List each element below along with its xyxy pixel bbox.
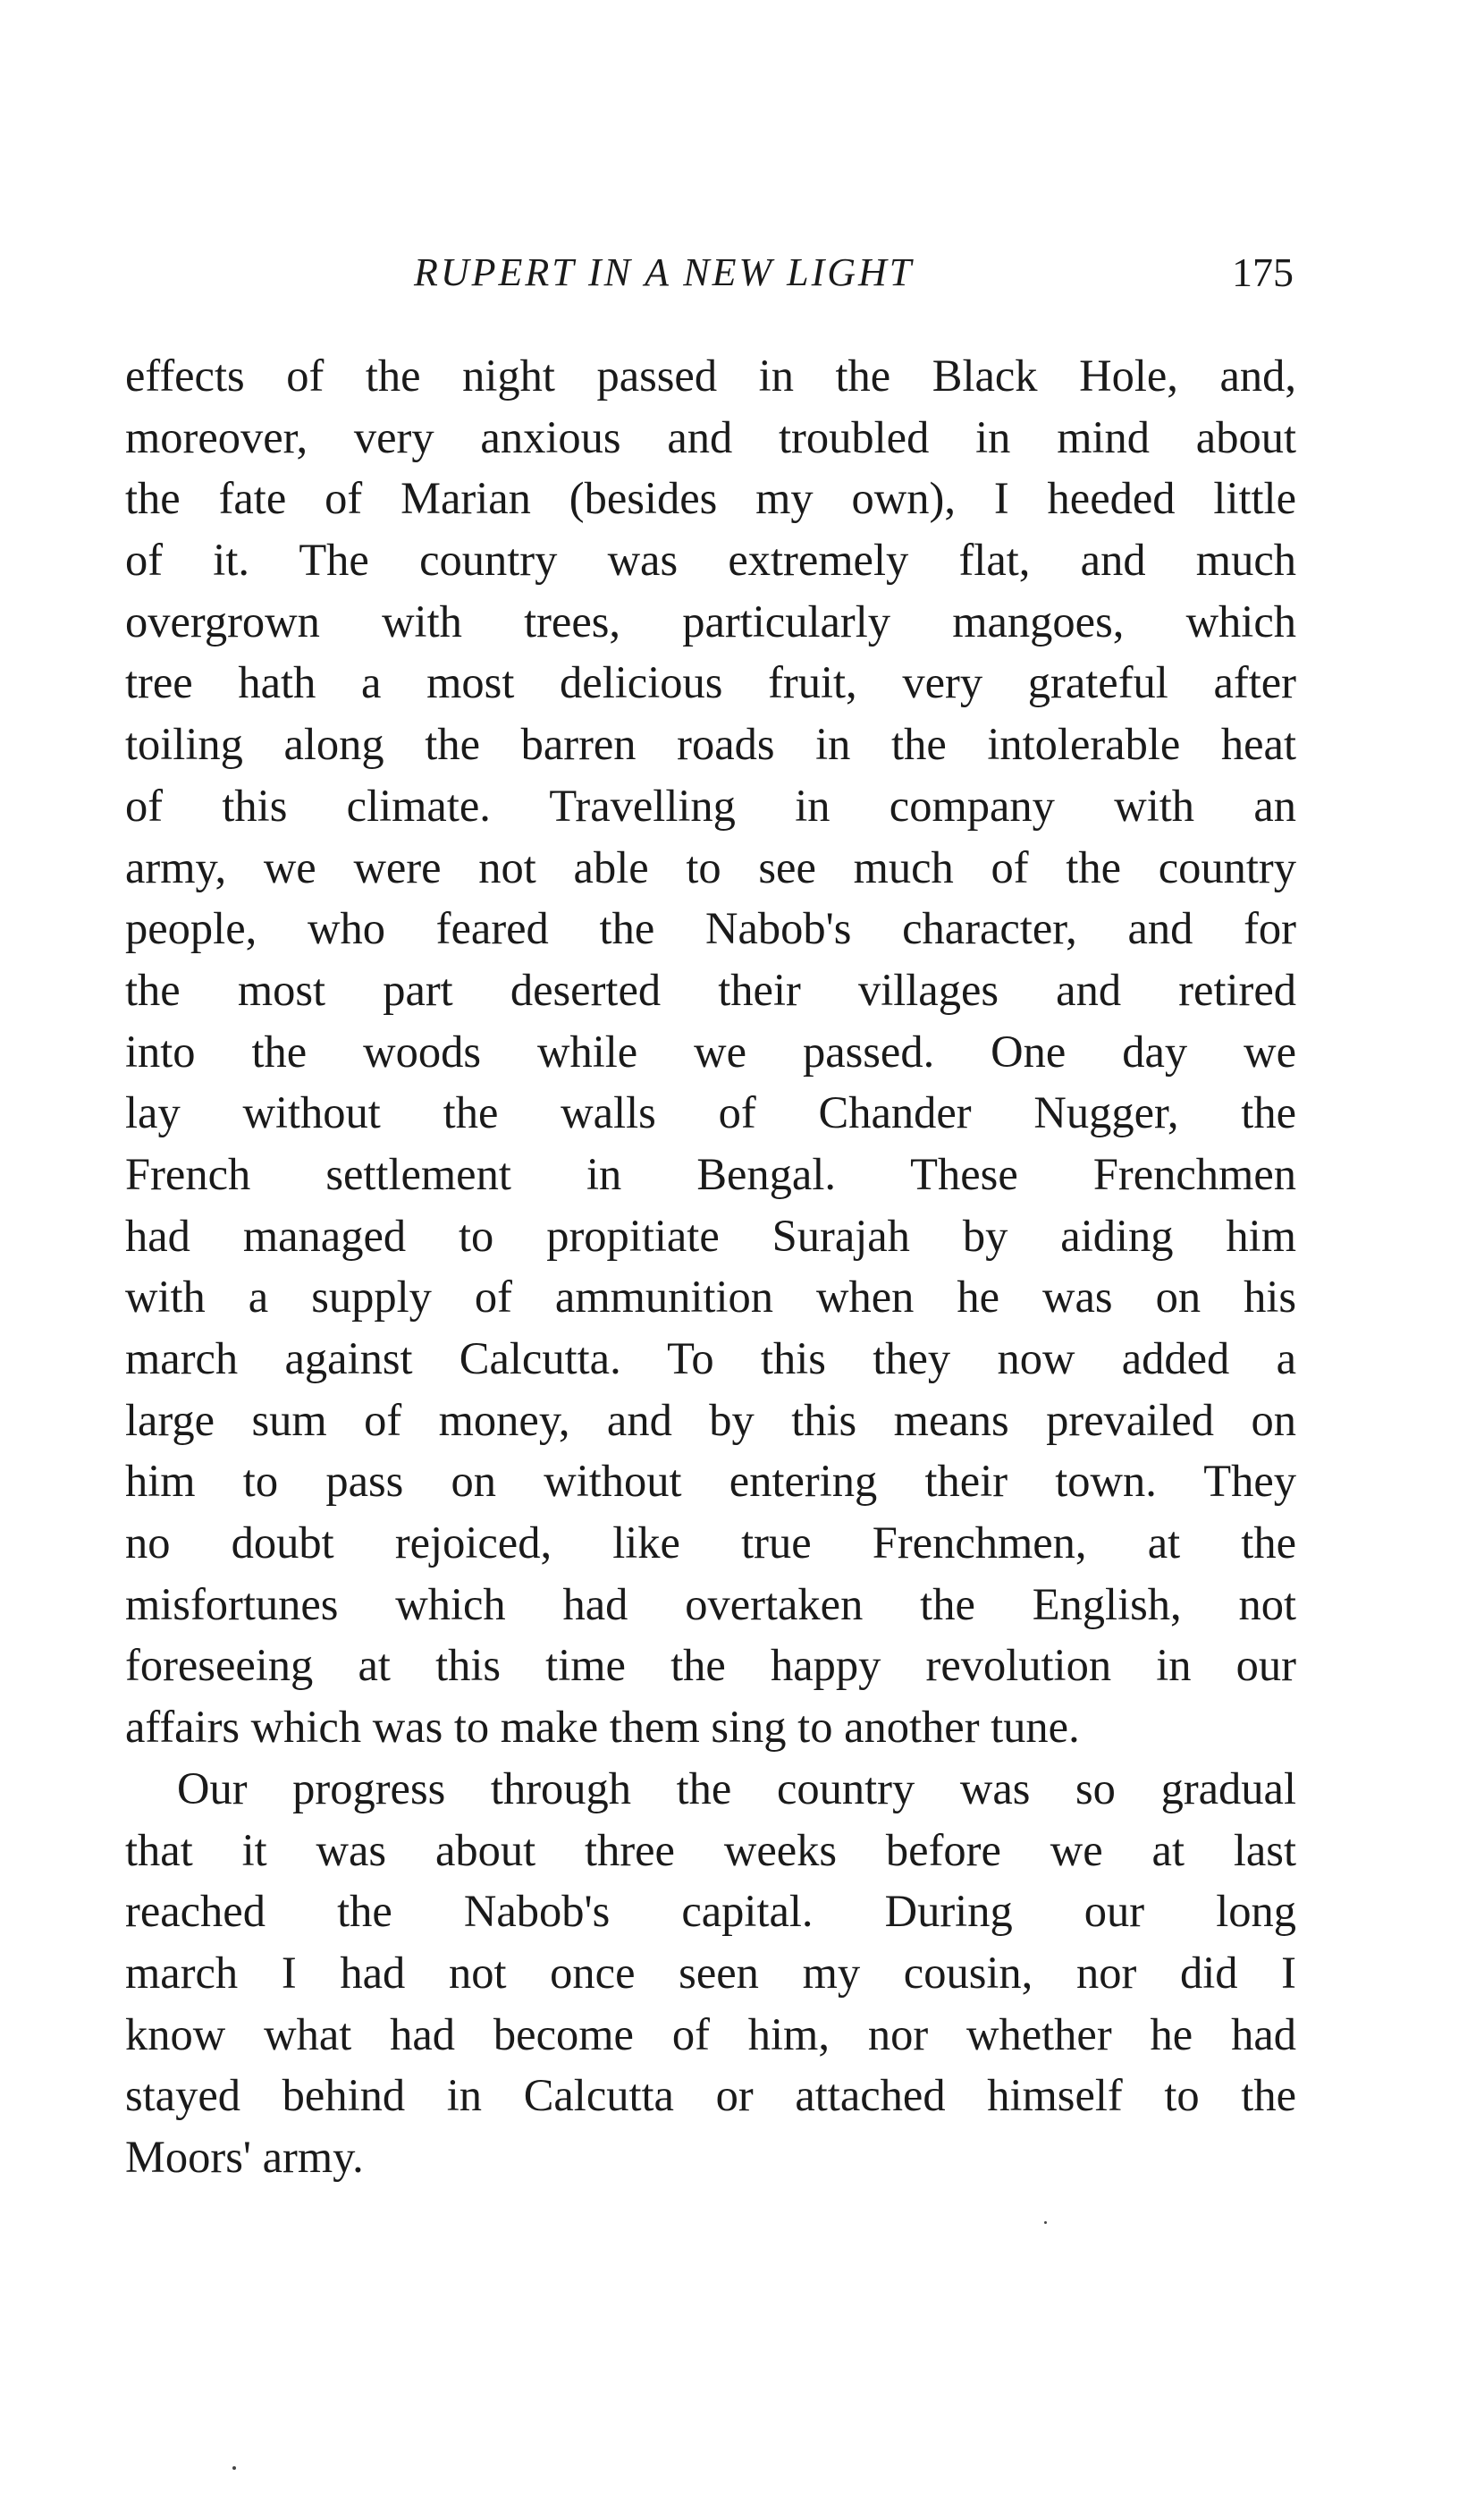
ink-speck: [232, 2466, 236, 2470]
text-line: French settlement in Bengal. These Frenchmen: [125, 1148, 1296, 1199]
text-line: know what had become of him, nor whether he had: [125, 2008, 1296, 2059]
text-line: foreseeing at this time the happy revolution in our: [125, 1640, 1296, 1691]
ink-speck: [1044, 2221, 1047, 2224]
text-line: into the woods while we passed. One day we: [125, 1026, 1296, 1077]
text-line: with a supply of ammunition when he was on his: [125, 1272, 1296, 1323]
text-line: reached the Nabob's capital. During our long: [125, 1886, 1296, 1937]
text-line: march against Calcutta. To this they now added a: [125, 1333, 1296, 1383]
text-line: misfortunes which had overtaken the English, not: [125, 1578, 1296, 1629]
text-line: moreover, very anxious and troubled in mind about: [125, 411, 1296, 462]
text-line: lay without the walls of Chander Nugger, the: [125, 1087, 1296, 1138]
running-header: [0, 241, 1484, 304]
text-line: large sum of money, and by this means prevailed on: [125, 1394, 1296, 1445]
text-line: Our progress through the country was so gradual: [177, 1762, 1296, 1813]
paragraph-1: [125, 345, 1296, 1758]
text-line: that it was about three weeks before we at last: [125, 1824, 1296, 1875]
text-line: no doubt rejoiced, like true Frenchmen, at the: [125, 1517, 1296, 1568]
running-title: RUPERT IN A NEW LIGHT: [414, 250, 915, 294]
text-line: overgrown with trees, particularly mangoes, which: [125, 596, 1296, 647]
text-line: march I had not once seen my cousin, nor did I: [125, 1947, 1296, 1998]
text-line: him to pass on without entering their town. They: [125, 1456, 1296, 1507]
paragraph-2: [125, 1758, 1296, 2188]
text-line: of it. The country was extremely flat, and much: [125, 535, 1296, 586]
text-line: effects of the night passed in the Black Hole, and,: [125, 351, 1296, 401]
body-text: [125, 345, 1296, 2188]
page-number: 175: [1232, 249, 1294, 295]
text-line: army, we were not able to see much of the country: [125, 841, 1296, 892]
text-line: tree hath a most delicious fruit, very grateful after: [125, 657, 1296, 708]
text-line: stayed behind in Calcutta or attached himself to the: [125, 2070, 1296, 2121]
text-line: the most part deserted their villages and retired: [125, 964, 1296, 1015]
text-line: toiling along the barren roads in the intolerable heat: [125, 719, 1296, 770]
text-line: the fate of Marian (besides my own), I heeded little: [125, 473, 1296, 524]
text-line: of this climate. Travelling in company with an: [125, 780, 1296, 831]
text-line: had managed to propitiate Surajah by aiding him: [125, 1210, 1296, 1261]
text-line: Moors' army.: [125, 2131, 364, 2182]
text-line: affairs which was to make them sing to another tune.: [125, 1702, 1080, 1753]
text-line: people, who feared the Nabob's character, and for: [125, 903, 1296, 954]
